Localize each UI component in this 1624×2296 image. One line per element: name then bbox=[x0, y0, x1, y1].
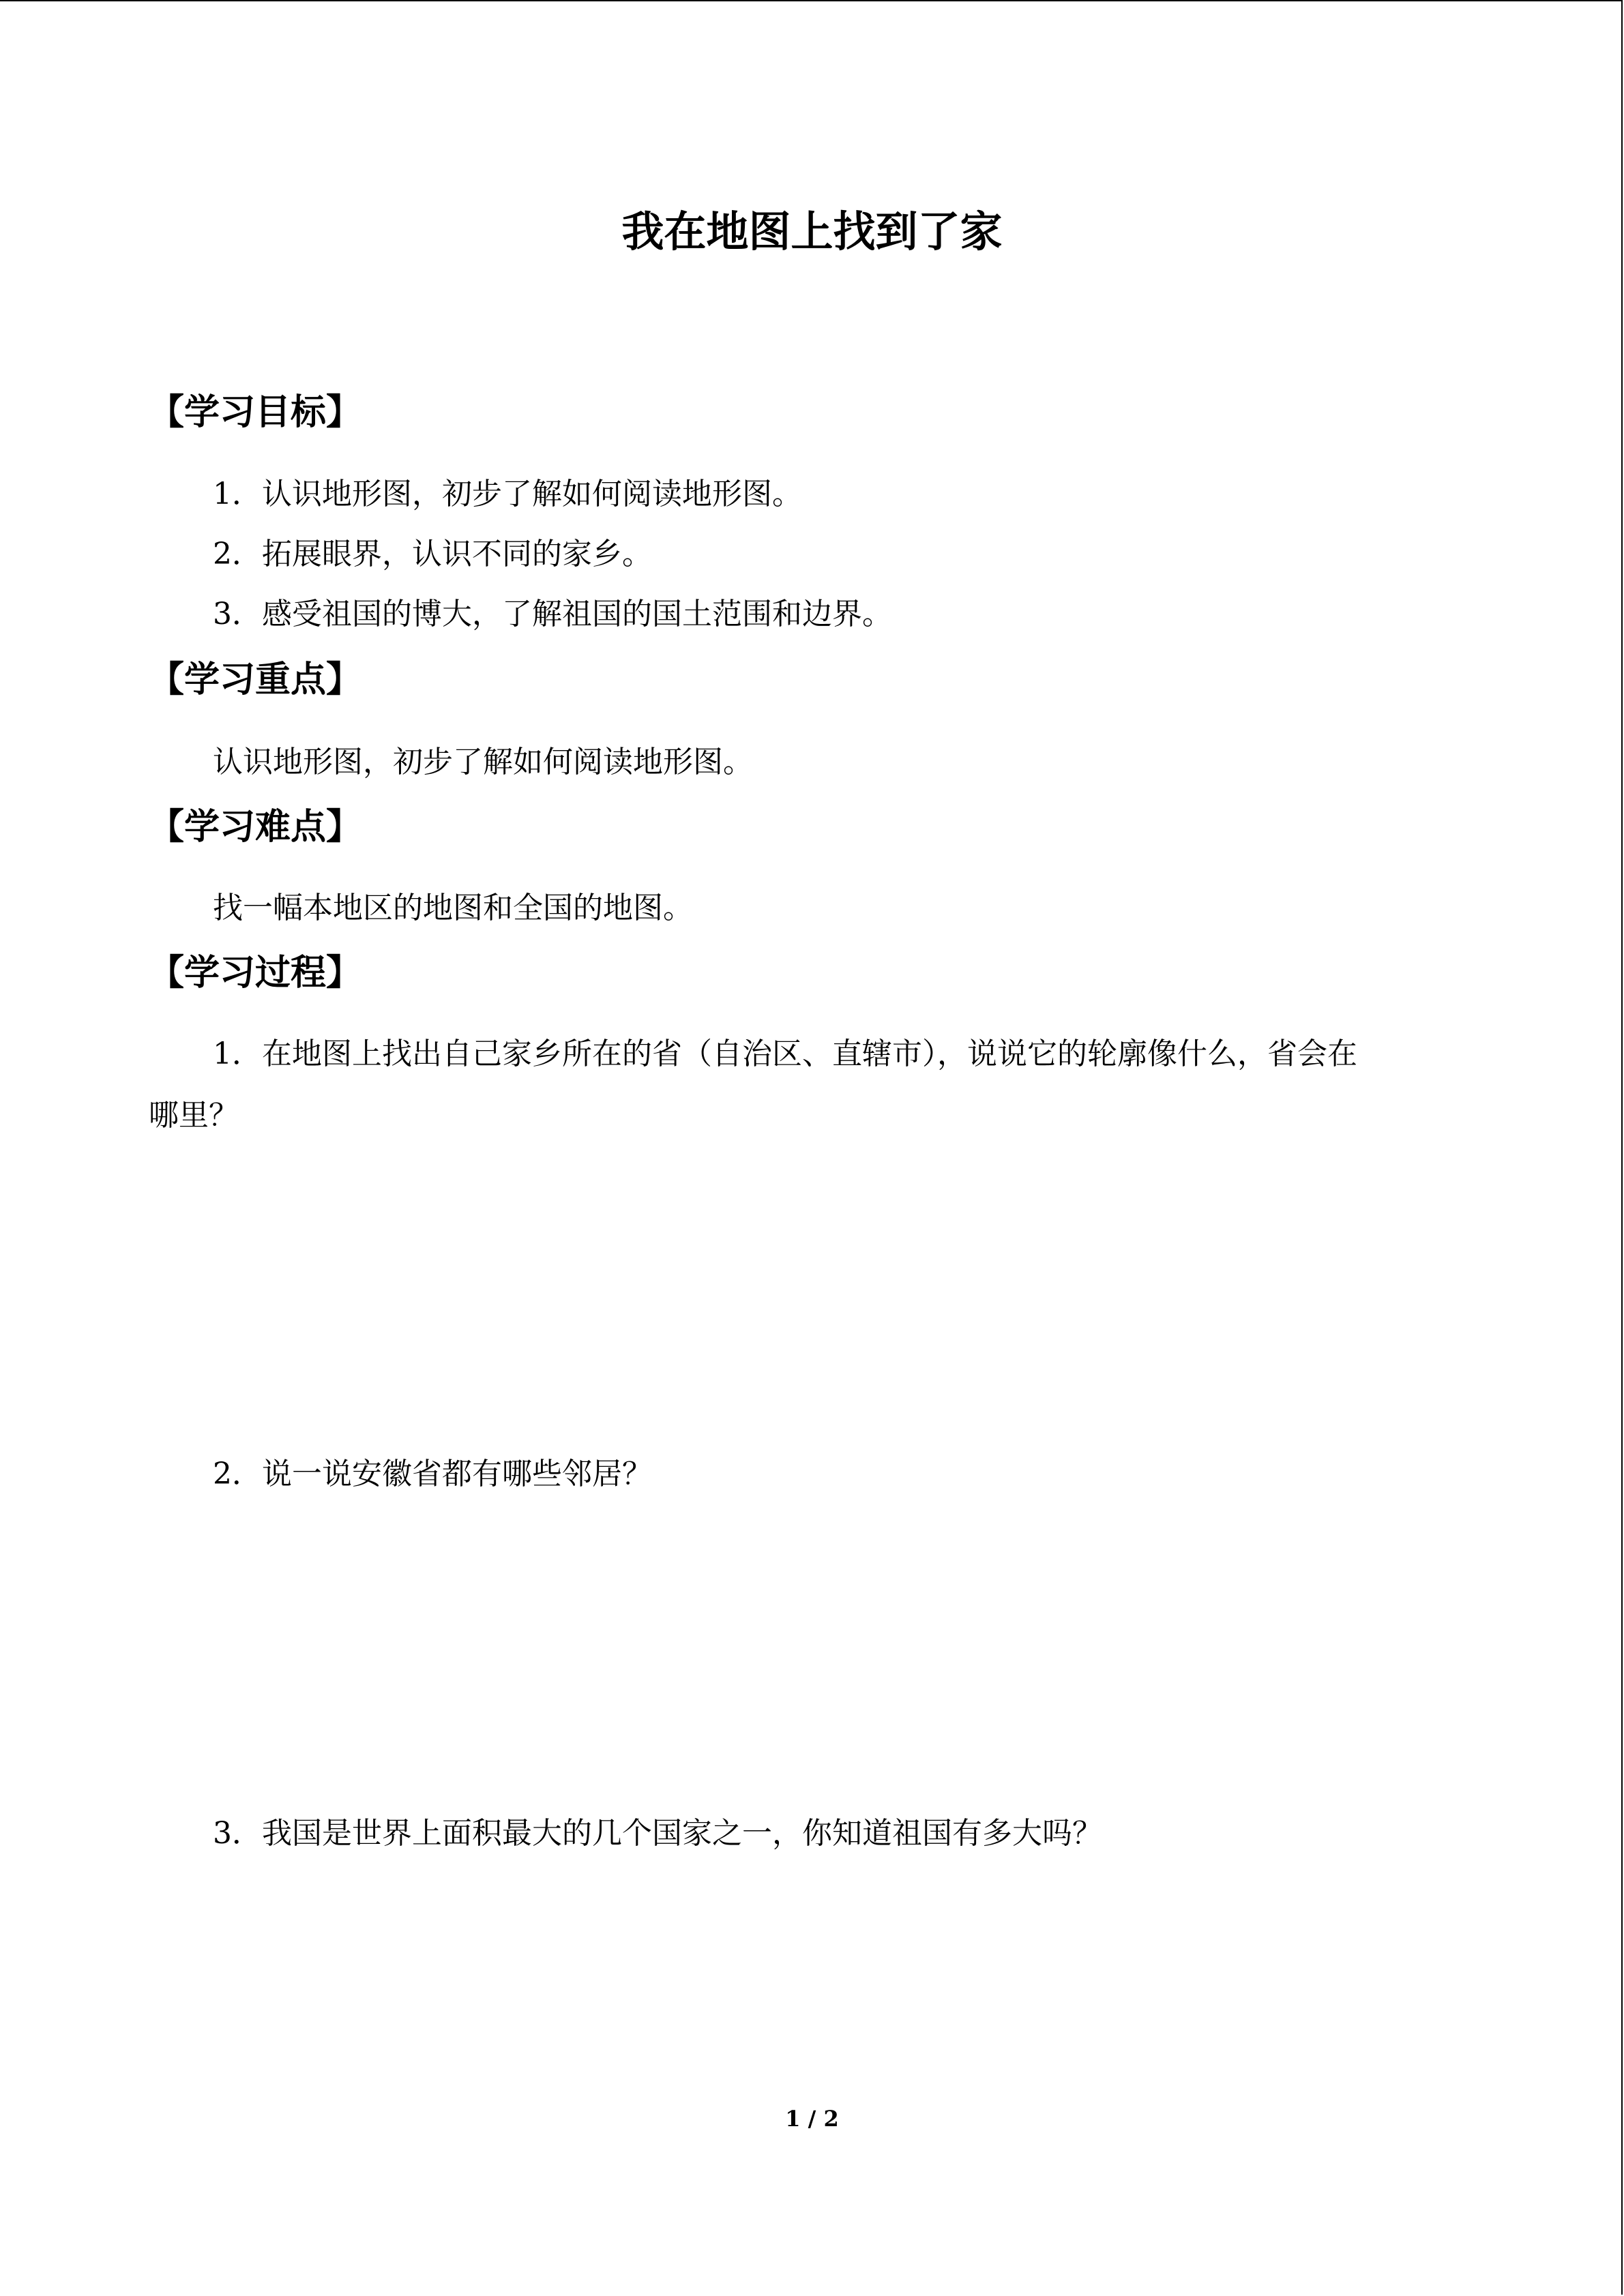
difficulties-text: 找一幅本地区的地图和全国的地图。 bbox=[213, 891, 693, 925]
question-1-line-1: 1．在地图上找出自己家乡所在的省（自治区、直辖市），说说它的轮廓像什么，省会在 bbox=[213, 1037, 1357, 1071]
section-heading-difficulties: 【学习难点】 bbox=[149, 807, 362, 848]
section-heading-key-points: 【学习重点】 bbox=[149, 659, 362, 700]
section-heading-process: 【学习过程】 bbox=[149, 953, 362, 994]
key-points-text: 认识地形图，初步了解如何阅读地形图。 bbox=[213, 745, 753, 779]
section-heading-objectives: 【学习目标】 bbox=[149, 392, 362, 433]
question-2: 2．说一说安徽省都有哪些邻居？ bbox=[213, 1457, 652, 1491]
objective-item-3: 3．感受祖国的博大，了解祖国的国土范围和边界。 bbox=[213, 597, 892, 631]
question-1-line-2: 哪里？ bbox=[149, 1098, 239, 1133]
objective-item-1: 1．认识地形图，初步了解如何阅读地形图。 bbox=[213, 477, 802, 511]
page-number: 1 / 2 bbox=[785, 2106, 839, 2132]
objective-item-2: 2．拓展眼界，认识不同的家乡。 bbox=[213, 537, 652, 571]
question-3: 3．我国是世界上面积最大的几个国家之一，你知道祖国有多大吗？ bbox=[213, 1816, 1102, 1851]
page-title: 我在地图上找到了家 bbox=[621, 207, 1003, 256]
